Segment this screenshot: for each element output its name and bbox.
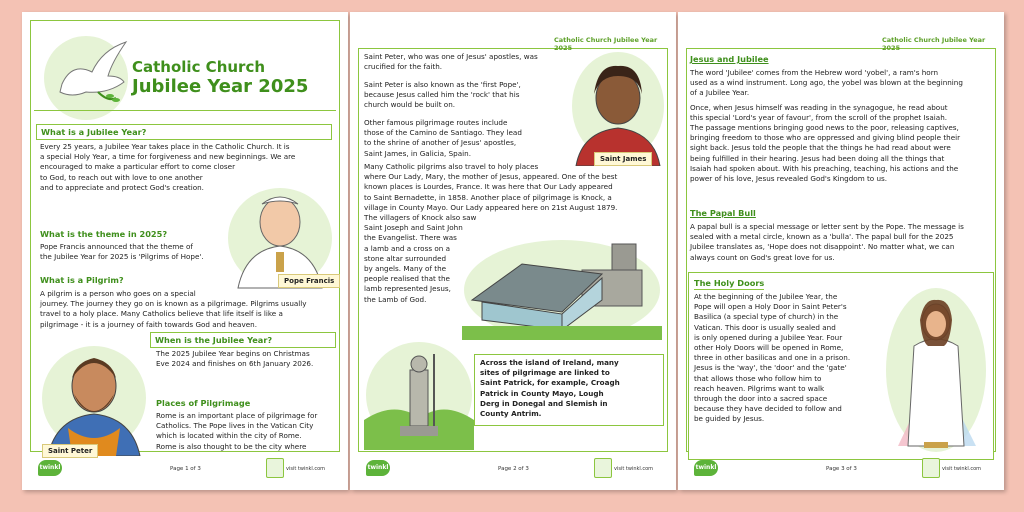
text-line: sites of pilgrimage are linked to bbox=[480, 368, 610, 378]
footer-page-number: Page 3 of 3 bbox=[826, 466, 857, 472]
text-line: Pope Francis announced that the theme of bbox=[40, 242, 193, 251]
text-line: village in County Mayo. Our Lady appeared here on 21st August 1879. bbox=[364, 202, 618, 212]
text-line: Every 25 years, a Jubilee Year takes place in the Catholic Church. It is bbox=[40, 142, 290, 151]
heading-what-is-jubilee: What is a Jubilee Year? bbox=[36, 124, 332, 140]
page-2 bbox=[350, 12, 676, 490]
papal-bull-text bbox=[690, 222, 996, 263]
text-line: be guided by Jesus. bbox=[694, 414, 765, 424]
text-line: to Saint Bernadette, in 1858. Another place of pilgrimage is Knock, a bbox=[364, 192, 612, 202]
text-line: Saint Peter, who was one of Jesus' apostles, was bbox=[364, 52, 538, 61]
twinkl-logo: twinkl bbox=[38, 460, 62, 476]
text-line: this special 'Lord's year of favour', from the scroll of the prophet Isaiah. bbox=[690, 112, 948, 122]
saint-peter-illustration bbox=[38, 338, 150, 456]
text-line: used as a wind instrument. Long ago, the yobel was blown at the beginning bbox=[690, 78, 963, 88]
text-line: the Jubilee Year for 2025 is 'Pilgrims of Hope'. bbox=[40, 252, 204, 262]
ireland-text bbox=[480, 358, 664, 419]
text-line: crucified for the faith. bbox=[364, 62, 443, 72]
title-divider bbox=[34, 110, 336, 111]
places-text bbox=[156, 411, 340, 452]
text-line: and to appreciate and protect God's creation. bbox=[40, 182, 204, 192]
text-line: those of the Camino de Santiago. They lead bbox=[364, 128, 522, 138]
text-line: where Our Lady, Mary, the mother of Jesus, appeared. One of the best bbox=[364, 172, 618, 182]
quality-badge-icon bbox=[266, 458, 284, 478]
pope-francis-illustration bbox=[226, 172, 334, 290]
twinkl-logo: twinkl bbox=[694, 460, 718, 476]
para-first-pope bbox=[364, 80, 574, 111]
caption-saint-james: Saint James bbox=[594, 152, 652, 166]
title-line-1: Catholic Church bbox=[132, 58, 266, 76]
text-line: which is located within the city of Rome. bbox=[156, 431, 302, 441]
jesus-divine-mercy-illustration bbox=[884, 286, 988, 454]
text-line: that allows those who follow him to bbox=[694, 373, 822, 383]
text-line: lamb represented Jesus, bbox=[364, 284, 451, 294]
text-line: County Antrim. bbox=[480, 409, 542, 419]
heading-papal-bull: The Papal Bull bbox=[690, 208, 756, 218]
text-line: Pope will open a Holy Door in Saint Peter's bbox=[694, 302, 847, 312]
text-line: Jesus is the 'way', the 'door' and the 'gate' bbox=[694, 363, 847, 373]
text-line: Eve 2024 and finishes on 6th January 2026. bbox=[156, 359, 314, 369]
text-line: sealed with a metal circle, known as a 'bulla'. The papal bull for the 2025 bbox=[690, 232, 954, 242]
theme-text bbox=[40, 242, 240, 262]
text-line: church would be built on. bbox=[364, 100, 456, 110]
text-line: pilgrimage - it is a journey of faith towards God and heaven. bbox=[40, 319, 257, 329]
text-line: Saint James, in Galicia, Spain. bbox=[364, 148, 471, 158]
text-line: Jubilee translates as, 'Hope does not disappoint'. No matter what, we can bbox=[690, 242, 955, 252]
text-line: a special Holy Year, a time for forgiveness and new beginnings. We are bbox=[40, 152, 296, 162]
text-line: Derg in Donegal and Slemish in bbox=[480, 398, 608, 408]
footer-url: visit twinkl.com bbox=[614, 466, 654, 472]
text-line: encouraged to make a particular effort to come closer bbox=[40, 162, 236, 172]
text-line: other Holy Doors will be opened in Rome, bbox=[694, 343, 844, 353]
text-line: sight back. Jesus told the people that the things he had read about were bbox=[690, 143, 951, 153]
pilgrim-text bbox=[40, 289, 340, 330]
heading-pilgrim: What is a Pilgrim? bbox=[40, 275, 124, 285]
footer-url: visit twinkl.com bbox=[942, 466, 982, 472]
text-line: travel to a holy place. Many Catholics believe that life itself is like a bbox=[40, 309, 283, 319]
quality-badge-icon bbox=[594, 458, 612, 478]
text-line: The villagers of Knock also saw bbox=[364, 213, 477, 223]
text-line: bringing freedom to those who are oppressed and giving blind people their bbox=[690, 133, 961, 143]
text-line: a lamb and a cross on a bbox=[364, 243, 450, 253]
heading-theme: What is the theme in 2025? bbox=[40, 229, 168, 239]
text-line: Saint Peter is also known as the 'first Pope', bbox=[364, 80, 521, 89]
running-head: Catholic Church Jubilee Year 2025 bbox=[554, 36, 658, 52]
footer-url: visit twinkl.com bbox=[286, 466, 326, 472]
title-line-2: Jubilee Year 2025 bbox=[132, 76, 309, 97]
text-line: known places is Lourdes, France. It was here that Our Lady appeared bbox=[364, 182, 613, 192]
holy-doors-text bbox=[694, 292, 894, 425]
text-line: Saint Joseph and Saint John bbox=[364, 223, 463, 233]
text-line: stone altar surrounded bbox=[364, 253, 447, 263]
text-line: The 2025 Jubilee Year begins on Christmas bbox=[156, 349, 310, 358]
page-3 bbox=[678, 12, 1004, 490]
text-line: Saint Patrick, for example, Croagh bbox=[480, 378, 620, 388]
when-text bbox=[156, 349, 336, 369]
text-line: to God, to reach out with love to one another bbox=[40, 172, 203, 182]
footer-page-number: Page 2 of 3 bbox=[498, 466, 529, 472]
text-line: Vatican. This door is usually sealed and bbox=[694, 322, 836, 332]
saint-patrick-illustration bbox=[364, 340, 474, 450]
para-camino bbox=[364, 118, 574, 159]
text-line: At the beginning of the Jubilee Year, the bbox=[694, 292, 838, 301]
quality-badge-icon bbox=[922, 458, 940, 478]
text-line: is only opened during a Jubilee Year. Four bbox=[694, 332, 843, 342]
text-line: The word 'Jubilee' comes from the Hebrew word 'yobel', a ram's horn bbox=[690, 68, 939, 77]
text-line: by angels. Many of the bbox=[364, 264, 447, 274]
text-line: Catholics. The Pope lives in the Vatican City bbox=[156, 421, 314, 431]
twinkl-logo: twinkl bbox=[366, 460, 390, 476]
text-line: Isaiah had spoken about. With his preaching, teaching, his actions and the bbox=[690, 163, 959, 173]
saint-james-illustration bbox=[568, 48, 664, 166]
text-line: people realised that the bbox=[364, 274, 450, 284]
page-1 bbox=[22, 12, 348, 490]
text-line: the Lamb of God. bbox=[364, 294, 427, 304]
text-line: to the shrine of another of Jesus' apostles, bbox=[364, 138, 517, 148]
text-line: A pilgrim is a person who goes on a special bbox=[40, 289, 196, 298]
text-line: Across the island of Ireland, many bbox=[480, 358, 619, 367]
heading-jesus-jubilee: Jesus and Jubilee bbox=[690, 54, 769, 64]
text-line: three in other basilicas and one in a prison. bbox=[694, 353, 851, 363]
heading-holy-doors: The Holy Doors bbox=[694, 278, 765, 288]
text-line: Rome is also thought to be the city where bbox=[156, 441, 307, 451]
text-line: always count on God's great love for us. bbox=[690, 252, 835, 262]
text-line: Other famous pilgrimage routes include bbox=[364, 118, 508, 127]
text-line: because they have decided to follow and bbox=[694, 404, 842, 414]
heading-places-pilgrimage: Places of Pilgrimage bbox=[156, 398, 251, 408]
heading-when-jubilee: When is the Jubilee Year? bbox=[150, 332, 336, 348]
text-line: through the door into a sacred space bbox=[694, 394, 828, 404]
jesus-jubilee-text bbox=[690, 68, 996, 184]
text-line: The passage mentions bringing good news to the poor, releasing captives, bbox=[690, 123, 959, 133]
text-line: reach heaven. Pilgrims want to walk bbox=[694, 383, 825, 393]
text-line: being fulfilled in their hearing. Jesus had been doing all the things that bbox=[690, 153, 945, 163]
text-line: journey. The journey they go on is known as a pilgrimage. Pilgrims usually bbox=[40, 299, 307, 309]
text-line: Once, when Jesus himself was reading in the synagogue, he read about bbox=[690, 102, 948, 112]
para-peter bbox=[364, 52, 574, 72]
text-line: Many Catholic pilgrims also travel to holy places bbox=[364, 162, 539, 171]
text-line: power of his love, Jesus revealed God's Kingdom to us. bbox=[690, 174, 888, 184]
text-line: Rome is an important place of pilgrimage for bbox=[156, 411, 318, 420]
running-head: Catholic Church Jubilee Year 2025 bbox=[882, 36, 986, 52]
text-line: the Evangelist. There was bbox=[364, 233, 457, 243]
footer-page-number: Page 1 of 3 bbox=[170, 466, 201, 472]
text-line: A papal bull is a special message or letter sent by the Pope. The message is bbox=[690, 222, 964, 231]
text-line: Patrick in County Mayo, Lough bbox=[480, 388, 604, 398]
caption-pope-francis: Pope Francis bbox=[278, 274, 340, 288]
caption-saint-peter: Saint Peter bbox=[42, 444, 98, 458]
text-line: because Jesus called him the 'rock' that his bbox=[364, 90, 520, 100]
text-line: of a Jubilee Year. bbox=[690, 88, 750, 98]
knock-shrine-illustration bbox=[462, 230, 662, 342]
text-line: Basilica (a special type of church) in the bbox=[694, 312, 839, 322]
